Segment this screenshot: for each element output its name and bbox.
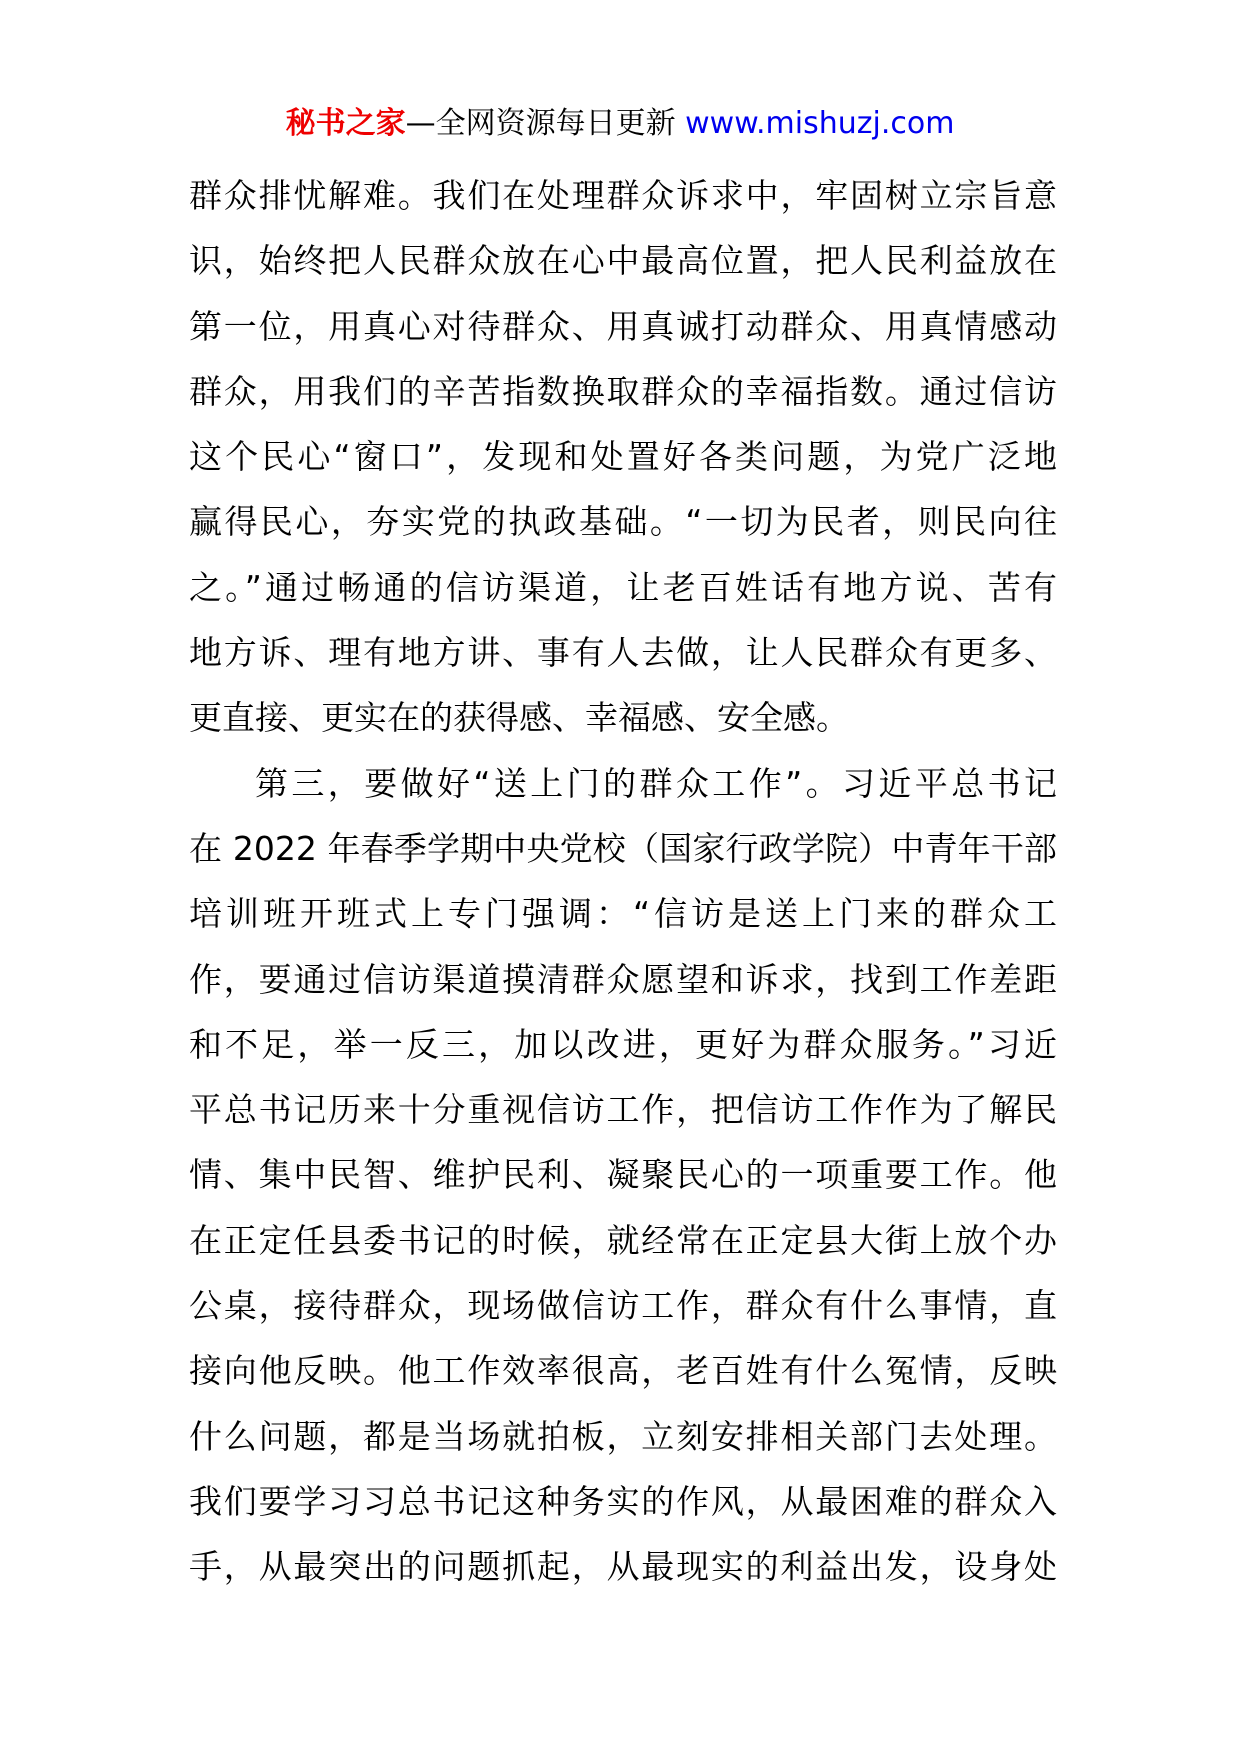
paragraph-2 <box>189 751 1057 1600</box>
text-line: 第三，要做好“送上门的群众工作”。习近平总书记 <box>255 763 1057 803</box>
site-brand: 秘书之家 <box>285 106 406 141</box>
text-line: 这个民心“窗口”，发现和处置好各类问题，为党广泛地 <box>189 437 1057 477</box>
text-line: 手，从最突出的问题抓起，从最现实的利益出发，设身处 <box>189 1547 1057 1587</box>
text-line: 在 2022 年春季学期中央党校（国家行政学院）中青年干部 <box>189 828 1057 868</box>
text-line: 群众，用我们的辛苦指数换取群众的幸福指数。通过信访 <box>189 371 1057 411</box>
text-line: 更直接、更实在的获得感、幸福感、安全感。 <box>189 698 849 738</box>
text-line: 什么问题，都是当场就拍板，立刻安排相关部门去处理。 <box>189 1416 1057 1456</box>
text-line: 之。”通过畅通的信访渠道，让老百姓话有地方说、苦有 <box>189 567 1057 607</box>
text-line: 公桌，接待群众，现场做信访工作，群众有什么事情，直 <box>189 1286 1057 1326</box>
text-line: 情、集中民智、维护民利、凝聚民心的一项重要工作。他 <box>189 1155 1057 1195</box>
text-line: 第一位，用真心对待群众、用真诚打动群众、用真情感动 <box>189 306 1057 346</box>
site-url[interactable]: www.mishuzj.com <box>685 106 955 141</box>
document-body <box>189 163 1057 1600</box>
text-line: 赢得民心，夯实党的执政基础。“一切为民者，则民向往 <box>189 502 1057 542</box>
text-line: 作，要通过信访渠道摸清群众愿望和诉求，找到工作差距 <box>189 959 1057 999</box>
text-line: 和不足，举一反三，加以改进，更好为群众服务。”习近 <box>189 1024 1057 1064</box>
watermark-header <box>0 104 1240 144</box>
text-line: 群众排忧解难。我们在处理群众诉求中，牢固树立宗旨意 <box>189 176 1057 215</box>
site-tagline: —全网资源每日更新 <box>405 106 686 141</box>
text-line: 接向他反映。他工作效率很高，老百姓有什么冤情，反映 <box>189 1351 1057 1391</box>
paragraph-1 <box>189 163 1057 751</box>
text-line: 平总书记历来十分重视信访工作，把信访工作作为了解民 <box>189 1090 1057 1130</box>
text-line: 在正定任县委书记的时候，就经常在正定县大街上放个办 <box>189 1220 1057 1260</box>
text-line: 我们要学习习总书记这种务实的作风，从最困难的群众入 <box>189 1481 1057 1521</box>
text-line: 识，始终把人民群众放在心中最高位置，把人民利益放在 <box>189 241 1057 281</box>
text-line: 培训班开班式上专门强调：“信访是送上门来的群众工 <box>189 894 1057 934</box>
text-line: 地方诉、理有地方讲、事有人去做，让人民群众有更多、 <box>189 633 1057 673</box>
